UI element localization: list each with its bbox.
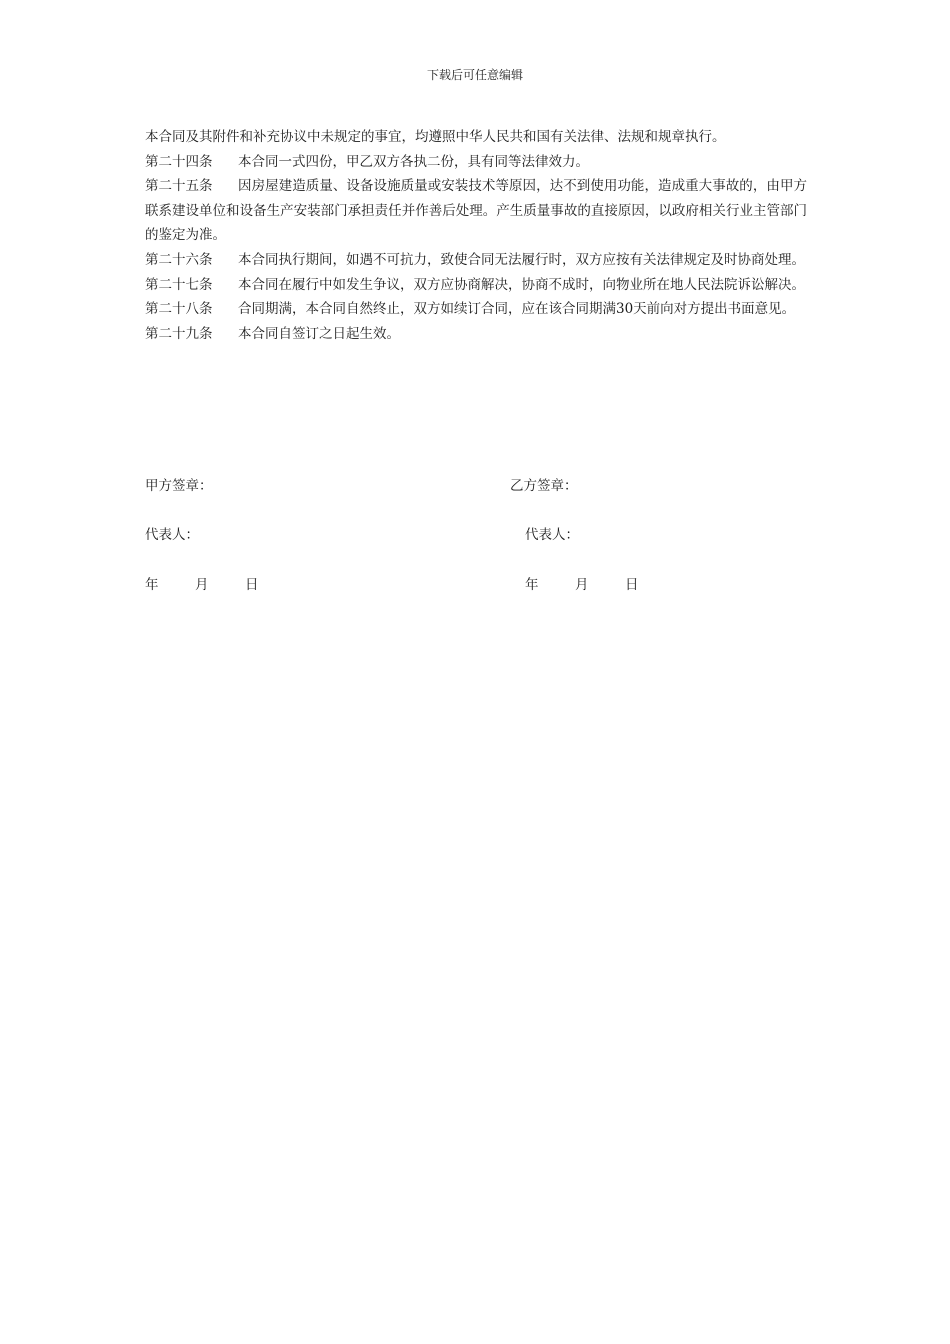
article-28: [145, 297, 807, 322]
article-text: 本合同在履行中如发生争议，双方应协商解决，协商不成时，向物业所在地人民法院诉讼解决。: [238, 276, 805, 293]
date-year: 年: [525, 577, 539, 593]
article-label: 第二十六条: [145, 251, 213, 268]
article-label: 第二十七条: [145, 276, 213, 293]
page-header: 下载后可任意编辑: [426, 68, 523, 82]
article-label: 第二十四条: [145, 153, 213, 170]
article-text: 本合同执行期间，如遇不可抗力，致使合同无法履行时，双方应按有关法律规定及时协商处理。: [238, 251, 805, 268]
date-month: 月: [195, 577, 209, 593]
article-label: 第二十九条: [145, 325, 213, 342]
date-month: 月: [575, 577, 589, 593]
article-text: 因房屋建造质量、设备设施质量或安装技术等原因，达不到使用功能，造成重大事故的，由甲方联系建设单位和设备生产安装部门承担责任并作善后处理。产生质量事故的直接原因，以政府相关行业主管部门的鉴定为准。: [145, 178, 807, 244]
party-b-seal: 乙方签章：: [510, 478, 578, 494]
date-day: 日: [625, 577, 639, 593]
contract-body: [145, 125, 807, 346]
article-text: 本合同自签订之日起生效。: [238, 325, 400, 342]
date-year: 年: [145, 577, 159, 593]
article-24: [145, 150, 807, 175]
article-label: 第二十五条: [145, 178, 213, 195]
party-a-representative: 代表人：: [145, 527, 199, 543]
party-b-representative: 代表人：: [525, 527, 579, 543]
date-day: 日: [245, 577, 259, 593]
article-27: [145, 273, 807, 298]
party-a-date: [145, 575, 259, 595]
article-25: [145, 174, 807, 248]
intro-paragraph: 本合同及其附件和补充协议中未规定的事宜，均遵照中华人民共和国有关法律、法规和规章执行。: [145, 129, 726, 145]
article-label: 第二十八条: [145, 301, 213, 318]
article-text: 本合同一式四份，甲乙双方各执二份，具有同等法律效力。: [238, 153, 589, 170]
party-b-date: [525, 575, 639, 595]
party-a-seal: 甲方签章：: [145, 478, 213, 494]
article-29: [145, 322, 807, 347]
article-26: [145, 248, 807, 273]
article-text: 合同期满，本合同自然终止，双方如续订合同，应在该合同期满30天前向对方提出书面意见。: [238, 301, 796, 318]
